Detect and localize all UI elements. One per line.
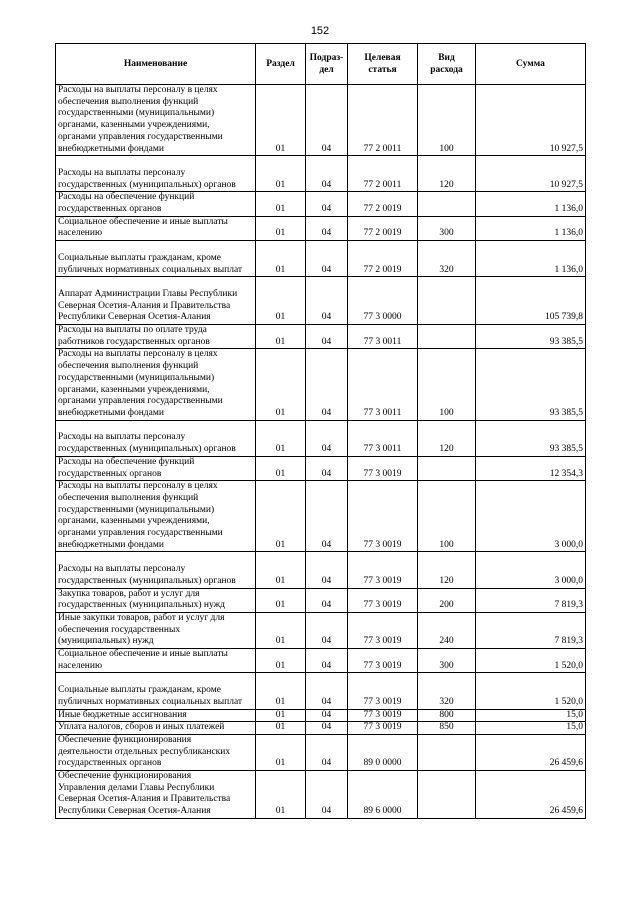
row-section: 01 <box>256 456 306 480</box>
row-name: Иные закупки товаров, работ и услуг для обеспечения государственных (муниципальных) нужд <box>56 612 256 648</box>
row-name: Расходы на выплаты персоналу государственных (муниципальных) органов <box>56 156 256 192</box>
row-target: 77 3 0019 <box>348 456 418 480</box>
row-target: 77 2 0011 <box>348 85 418 156</box>
row-subsection: 04 <box>306 649 348 673</box>
row-target: 77 3 0000 <box>348 277 418 325</box>
row-amount: 3 000,0 <box>476 552 586 588</box>
header-amount: Сумма <box>476 44 586 85</box>
table-row <box>56 456 586 480</box>
row-target: 77 3 0011 <box>348 325 418 349</box>
row-section: 01 <box>256 709 306 722</box>
row-name: Уплата налогов, сборов и иных платежей <box>56 722 256 735</box>
table-row <box>56 588 586 612</box>
row-section: 01 <box>256 85 306 156</box>
row-expense-type: 120 <box>418 156 476 192</box>
table-row <box>56 277 586 325</box>
row-expense-type <box>418 771 476 819</box>
table-row <box>56 771 586 819</box>
row-target: 77 2 0019 <box>348 192 418 216</box>
row-subsection: 04 <box>306 241 348 277</box>
row-amount: 12 354,3 <box>476 456 586 480</box>
row-subsection: 04 <box>306 552 348 588</box>
header-name: Наименование <box>56 44 256 85</box>
row-section: 01 <box>256 349 306 420</box>
row-expense-type <box>418 325 476 349</box>
row-section: 01 <box>256 649 306 673</box>
row-amount: 93 385,5 <box>476 420 586 456</box>
row-section: 01 <box>256 420 306 456</box>
table-row <box>56 349 586 420</box>
row-section: 01 <box>256 156 306 192</box>
row-amount: 26 459,6 <box>476 734 586 770</box>
row-amount: 10 927,5 <box>476 85 586 156</box>
row-expense-type <box>418 277 476 325</box>
row-expense-type <box>418 456 476 480</box>
row-amount: 7 819,3 <box>476 612 586 648</box>
table-row <box>56 156 586 192</box>
row-section: 01 <box>256 277 306 325</box>
row-subsection: 04 <box>306 481 348 552</box>
row-subsection: 04 <box>306 673 348 709</box>
row-expense-type: 100 <box>418 349 476 420</box>
header-row <box>56 44 586 85</box>
row-section: 01 <box>256 612 306 648</box>
table-row <box>56 673 586 709</box>
row-amount: 10 927,5 <box>476 156 586 192</box>
row-target: 89 0 0000 <box>348 734 418 770</box>
row-name: Обеспечение функционирования деятельности отдельных республиканских государственных органов <box>56 734 256 770</box>
row-amount: 93 385,5 <box>476 349 586 420</box>
row-amount: 1 520,0 <box>476 649 586 673</box>
row-amount: 93 385,5 <box>476 325 586 349</box>
row-subsection: 04 <box>306 456 348 480</box>
row-subsection: 04 <box>306 420 348 456</box>
row-section: 01 <box>256 722 306 735</box>
row-amount: 3 000,0 <box>476 481 586 552</box>
row-target: 77 2 0019 <box>348 216 418 240</box>
row-target: 89 6 0000 <box>348 771 418 819</box>
row-subsection: 04 <box>306 325 348 349</box>
row-name: Расходы на выплаты персоналу государственных (муниципальных) органов <box>56 552 256 588</box>
row-subsection: 04 <box>306 216 348 240</box>
page-number: 152 <box>310 25 330 37</box>
row-name: Расходы на выплаты персоналу государственных (муниципальных) органов <box>56 420 256 456</box>
row-amount: 15,0 <box>476 722 586 735</box>
row-amount: 1 136,0 <box>476 216 586 240</box>
row-expense-type <box>418 734 476 770</box>
row-section: 01 <box>256 325 306 349</box>
table-row <box>56 552 586 588</box>
row-subsection: 04 <box>306 709 348 722</box>
row-amount: 105 739,8 <box>476 277 586 325</box>
table-row <box>56 192 586 216</box>
row-section: 01 <box>256 673 306 709</box>
row-name: Расходы на обеспечение функций государственных органов <box>56 456 256 480</box>
row-section: 01 <box>256 216 306 240</box>
row-target: 77 3 0019 <box>348 552 418 588</box>
row-subsection: 04 <box>306 722 348 735</box>
budget-table <box>55 43 586 819</box>
row-subsection: 04 <box>306 734 348 770</box>
row-expense-type: 120 <box>418 420 476 456</box>
table-row <box>56 481 586 552</box>
row-target: 77 3 0019 <box>348 481 418 552</box>
row-amount: 26 459,6 <box>476 771 586 819</box>
row-target: 77 3 0011 <box>348 420 418 456</box>
row-name: Аппарат Администрации Главы Республики Северная Осетия-Алания и Правительства Республики Северная Осетия-Алания <box>56 277 256 325</box>
table-row <box>56 216 586 240</box>
row-name: Иные бюджетные ассигнования <box>56 709 256 722</box>
row-expense-type <box>418 192 476 216</box>
table-row <box>56 709 586 722</box>
header-target: Целевая статья <box>348 44 418 85</box>
table-row <box>56 649 586 673</box>
row-amount: 1 136,0 <box>476 241 586 277</box>
row-expense-type: 850 <box>418 722 476 735</box>
table-row <box>56 612 586 648</box>
row-subsection: 04 <box>306 349 348 420</box>
table-row <box>56 420 586 456</box>
row-name: Расходы на выплаты по оплате труда работников государственных органов <box>56 325 256 349</box>
row-expense-type: 320 <box>418 673 476 709</box>
row-section: 01 <box>256 192 306 216</box>
row-expense-type: 300 <box>418 216 476 240</box>
table-row <box>56 722 586 735</box>
row-target: 77 3 0019 <box>348 588 418 612</box>
row-subsection: 04 <box>306 771 348 819</box>
row-name: Закупка товаров, работ и услуг для государственных (муниципальных) нужд <box>56 588 256 612</box>
row-expense-type: 320 <box>418 241 476 277</box>
row-target: 77 2 0019 <box>348 241 418 277</box>
row-expense-type: 800 <box>418 709 476 722</box>
table-row <box>56 325 586 349</box>
row-expense-type: 300 <box>418 649 476 673</box>
row-name: Расходы на выплаты персоналу в целях обеспечения выполнения функций государственными (муниципальными) органами, казенными учреждениями, органами управления государственными внебюджетными фондами <box>56 85 256 156</box>
row-section: 01 <box>256 552 306 588</box>
row-name: Расходы на выплаты персоналу в целях обеспечения выполнения функций государственными (муниципальными) органами, казенными учреждениями, органами управления государственными внебюджетными фондами <box>56 481 256 552</box>
table-row <box>56 241 586 277</box>
row-expense-type: 100 <box>418 481 476 552</box>
row-expense-type: 100 <box>418 85 476 156</box>
row-target: 77 3 0019 <box>348 709 418 722</box>
header-subsection: Подраз- дел <box>306 44 348 85</box>
row-name: Социальное обеспечение и иные выплаты населению <box>56 216 256 240</box>
row-target: 77 3 0019 <box>348 612 418 648</box>
row-target: 77 2 0011 <box>348 156 418 192</box>
row-section: 01 <box>256 588 306 612</box>
row-name: Социальные выплаты гражданам, кроме публичных нормативных социальных выплат <box>56 241 256 277</box>
row-expense-type: 240 <box>418 612 476 648</box>
row-section: 01 <box>256 481 306 552</box>
row-name: Социальное обеспечение и иные выплаты населению <box>56 649 256 673</box>
row-subsection: 04 <box>306 85 348 156</box>
row-section: 01 <box>256 771 306 819</box>
row-target: 77 3 0019 <box>348 673 418 709</box>
row-amount: 15,0 <box>476 709 586 722</box>
row-amount: 1 520,0 <box>476 673 586 709</box>
table-row <box>56 85 586 156</box>
row-name: Расходы на обеспечение функций государственных органов <box>56 192 256 216</box>
row-expense-type: 200 <box>418 588 476 612</box>
header-section: Раздел <box>256 44 306 85</box>
header-expense-type: Вид расхода <box>418 44 476 85</box>
row-name: Обеспечение функционирования Управления делами Главы Республики Северная Осетия-Алания и Правительства Республики Северная Осетия-Алания <box>56 771 256 819</box>
row-subsection: 04 <box>306 612 348 648</box>
table-row <box>56 734 586 770</box>
row-subsection: 04 <box>306 588 348 612</box>
row-name: Социальные выплаты гражданам, кроме публичных нормативных социальных выплат <box>56 673 256 709</box>
row-amount: 1 136,0 <box>476 192 586 216</box>
row-target: 77 3 0019 <box>348 649 418 673</box>
row-subsection: 04 <box>306 192 348 216</box>
row-amount: 7 819,3 <box>476 588 586 612</box>
row-target: 77 3 0011 <box>348 349 418 420</box>
row-section: 01 <box>256 241 306 277</box>
row-expense-type: 120 <box>418 552 476 588</box>
row-target: 77 3 0019 <box>348 722 418 735</box>
row-subsection: 04 <box>306 156 348 192</box>
row-subsection: 04 <box>306 277 348 325</box>
row-name: Расходы на выплаты персоналу в целях обеспечения выполнения функций государственными (муниципальными) органами, казенными учреждениями, органами управления государственными внебюджетными фондами <box>56 349 256 420</box>
row-section: 01 <box>256 734 306 770</box>
